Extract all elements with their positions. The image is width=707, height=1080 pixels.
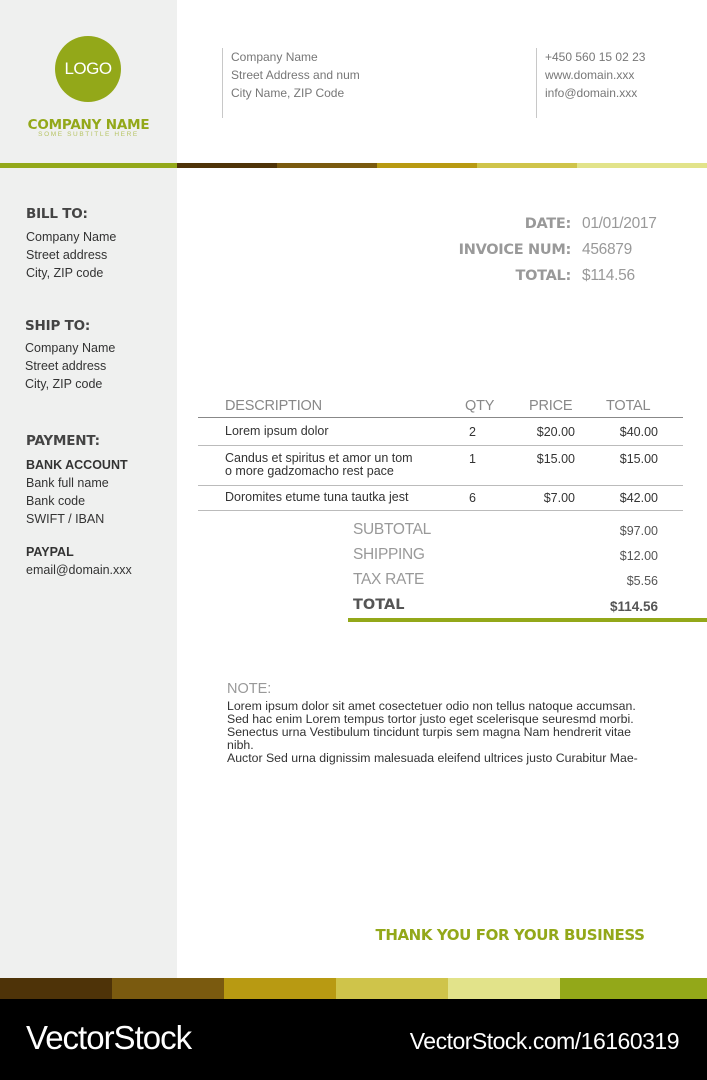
date-row xyxy=(525,214,657,234)
item-qty: 2 xyxy=(469,425,476,439)
company-address xyxy=(222,48,360,118)
bank-account-heading: BANK ACCOUNT xyxy=(26,458,128,472)
shipping-row xyxy=(353,546,658,566)
note-line: Sed hac enim Lorem tempus tortor justo eget scelerisque seuresmd morbi. xyxy=(227,712,634,726)
phone: +450 560 15 02 23 xyxy=(545,50,646,64)
top-stripe xyxy=(277,163,377,168)
ship-to-heading: SHIP TO: xyxy=(25,318,91,334)
item-price: $7.00 xyxy=(543,491,575,505)
logo xyxy=(55,36,121,102)
grand-total-row xyxy=(353,597,658,617)
shipping-value: $12.00 xyxy=(619,549,658,563)
tax-row xyxy=(353,571,658,591)
bill-to-line: Street address xyxy=(26,248,108,262)
item-qty: 6 xyxy=(469,491,476,505)
bottom-stripe xyxy=(336,978,448,999)
item-total: $42.00 xyxy=(619,491,658,505)
item-total: $40.00 xyxy=(619,425,658,439)
logo-text: LOGO xyxy=(64,59,112,78)
note-line: Auctor Sed urna dignissim malesuada eleifend ultrices justo Curabitur Mae- xyxy=(227,751,638,765)
watermark-bar xyxy=(0,999,707,1080)
top-stripe xyxy=(0,163,177,168)
note-line: Senectus urna Vestibulum tincidunt turpis sem magna Nam hendrerit vitae xyxy=(227,725,631,739)
tax-label: TAX RATE xyxy=(353,571,425,588)
website: www.domain.xxx xyxy=(545,68,635,82)
note-heading: NOTE: xyxy=(227,681,272,697)
ship-to-line: City, ZIP code xyxy=(25,377,103,391)
item-description-line: Lorem ipsum dolor xyxy=(225,424,329,438)
top-stripe xyxy=(477,163,577,168)
address-line: Street Address and num xyxy=(231,68,360,82)
bottom-stripe xyxy=(560,978,707,999)
tax-value: $5.56 xyxy=(626,574,658,588)
note-line: Lorem ipsum dolor sit amet cosectetuer odio non tellus natoque accumsan. xyxy=(227,699,636,713)
bank-line: Bank full name xyxy=(26,476,109,490)
address-line: Company Name xyxy=(231,50,318,64)
paypal-email: email@domain.xxx xyxy=(26,563,132,577)
bill-to-line: City, ZIP code xyxy=(26,266,104,280)
item-description xyxy=(225,491,408,504)
bill-to-line: Company Name xyxy=(26,230,117,244)
top-stripe xyxy=(177,163,277,168)
ship-to-line: Street address xyxy=(25,359,107,373)
subtotal-row xyxy=(353,521,658,541)
watermark-brand: VectorStock xyxy=(26,1019,192,1056)
table-row xyxy=(198,446,683,486)
grand-total-label: TOTAL xyxy=(353,597,405,613)
date-value: 01/01/2017 xyxy=(582,215,657,232)
item-description-line: Doromites etume tuna tautka jest xyxy=(225,490,409,504)
total-underline xyxy=(348,618,707,622)
company-name: COMPANY NAME xyxy=(27,117,150,133)
total-row xyxy=(516,266,657,286)
email: info@domain.xxx xyxy=(545,86,638,100)
item-description-line: Candus et spiritus et amor un tom xyxy=(225,451,413,465)
bottom-stripe xyxy=(0,978,112,999)
note-line: nibh. xyxy=(227,738,254,752)
item-qty: 1 xyxy=(469,452,476,466)
paypal xyxy=(26,543,132,579)
total-value: $114.56 xyxy=(582,267,635,284)
subtotal-label: SUBTOTAL xyxy=(353,521,431,538)
address-line: City Name, ZIP Code xyxy=(231,86,345,100)
company-subtitle: SOME SUBTITLE HERE xyxy=(38,131,139,138)
col-qty: QTY xyxy=(465,398,495,414)
bottom-stripe xyxy=(224,978,336,999)
thank-you-message: THANK YOU FOR YOUR BUSINESS xyxy=(375,926,645,944)
invoice-num-row xyxy=(459,240,657,260)
bill-to-heading: BILL TO: xyxy=(26,206,88,222)
note-body xyxy=(227,700,675,765)
subtotal-value: $97.00 xyxy=(619,524,658,538)
grand-total-value: $114.56 xyxy=(609,599,658,614)
paypal-heading: PAYPAL xyxy=(26,545,74,559)
invoice-num-value: 456879 xyxy=(582,241,632,258)
col-price: PRICE xyxy=(529,398,573,414)
item-total: $15.00 xyxy=(619,452,658,466)
bank-account xyxy=(26,456,128,528)
company-contact xyxy=(536,48,645,118)
watermark-url: VectorStock.com/16160319 xyxy=(409,1028,679,1054)
shipping-label: SHIPPING xyxy=(353,546,425,563)
total-label: TOTAL: xyxy=(515,268,571,284)
col-description: DESCRIPTION xyxy=(225,398,322,414)
item-description xyxy=(225,452,413,478)
top-stripe xyxy=(577,163,707,168)
table-row xyxy=(198,419,683,446)
bank-line: Bank code xyxy=(26,494,86,508)
bank-line: SWIFT / IBAN xyxy=(26,512,105,526)
ship-to-line: Company Name xyxy=(25,341,116,355)
top-stripe xyxy=(377,163,477,168)
item-price: $20.00 xyxy=(536,425,575,439)
bottom-stripe xyxy=(112,978,224,999)
col-total: TOTAL xyxy=(606,398,651,414)
table-row xyxy=(198,486,683,511)
table-header xyxy=(198,398,683,418)
ship-to-address xyxy=(25,339,115,393)
date-label: DATE: xyxy=(524,216,571,232)
payment-heading: PAYMENT: xyxy=(26,433,100,449)
item-price: $15.00 xyxy=(536,452,575,466)
item-description-line: o more gadzomacho rest pace xyxy=(225,464,394,478)
invoice-num-label: INVOICE NUM: xyxy=(458,242,571,258)
item-description xyxy=(225,425,329,438)
bill-to-address xyxy=(26,228,116,282)
bottom-stripe xyxy=(448,978,560,999)
